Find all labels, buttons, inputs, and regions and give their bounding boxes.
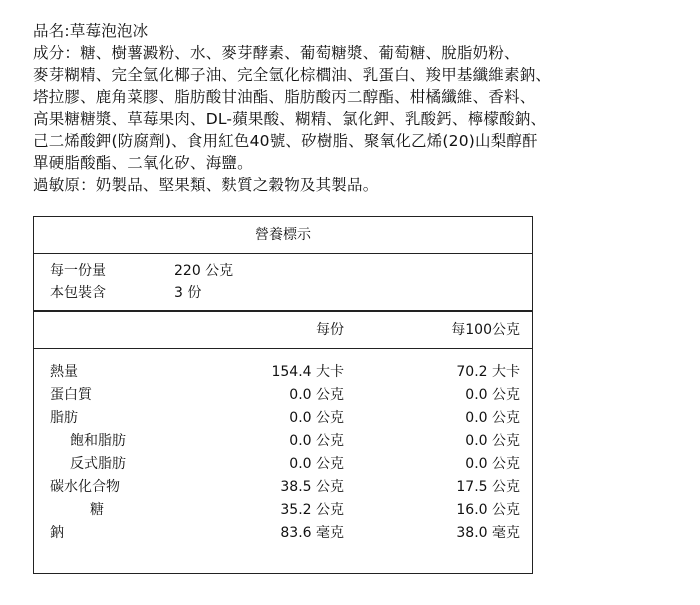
nutrient-row — [34, 499, 532, 522]
servings-per-package-label: 本包裝含 — [50, 285, 106, 301]
serving-size-label: 每一份量 — [50, 263, 106, 279]
nutrition-column-headers — [34, 312, 532, 348]
ingredients-line: 己二烯酸鉀(防腐劑)、食用紅色40號、矽樹脂、聚氧化乙烯(20)山梨醇酐 — [33, 132, 538, 150]
servings-per-package-value: 3 份 — [174, 285, 202, 301]
nutrient-name: 鈉 — [50, 525, 64, 541]
nutrient-row — [34, 453, 532, 476]
per-serving-header: 每份 — [316, 322, 344, 338]
label-document — [33, 20, 695, 196]
ingredients-line: 高果糖糖漿、草莓果肉、DL-蘋果酸、糊精、氯化鉀、乳酸鈣、檸檬酸鈉、 — [33, 110, 547, 128]
nutrient-per-serving: 154.4 大卡 — [271, 364, 344, 380]
ingredients-line: 塔拉膠、鹿角菜膠、脂肪酸甘油酯、脂肪酸丙二醇酯、柑橘纖維、香料、 — [33, 88, 536, 106]
nutrient-row — [34, 522, 532, 545]
serving-info — [34, 254, 532, 310]
nutrient-per-100g: 0.0 公克 — [465, 433, 520, 449]
nutrient-per-100g: 16.0 公克 — [456, 502, 520, 518]
nutrient-per-100g: 17.5 公克 — [456, 479, 520, 495]
nutrient-row — [34, 384, 532, 407]
nutrient-row — [34, 407, 532, 430]
nutrient-per-serving: 0.0 公克 — [289, 410, 344, 426]
ingredients-line: 單硬脂酸酯、二氧化矽、海鹽。 — [33, 154, 253, 172]
nutrient-per-100g: 70.2 大卡 — [456, 364, 520, 380]
nutrient-row — [34, 476, 532, 499]
ingredients-line: 麥芽糊精、完全氫化椰子油、完全氫化棕櫚油、乳蛋白、羧甲基纖維素鈉、 — [33, 66, 552, 84]
nutrient-per-serving: 35.2 公克 — [280, 502, 344, 518]
nutrient-per-serving: 38.5 公克 — [280, 479, 344, 495]
nutrient-name: 反式脂肪 — [70, 456, 126, 472]
allergen-statement: 過敏原：奶製品、堅果類、麩質之穀物及其製品。 — [33, 176, 379, 194]
nutrient-per-100g: 0.0 公克 — [465, 387, 520, 403]
nutrient-name: 糖 — [90, 502, 104, 518]
nutrient-per-100g: 0.0 公克 — [465, 456, 520, 472]
nutrient-per-serving: 0.0 公克 — [289, 387, 344, 403]
nutrient-per-serving: 0.0 公克 — [289, 456, 344, 472]
nutrient-per-serving: 0.0 公克 — [289, 433, 344, 449]
nutrition-title: 營養標示 — [255, 227, 311, 243]
serving-size-value: 220 公克 — [174, 263, 234, 279]
nutrient-per-100g: 0.0 公克 — [465, 410, 520, 426]
nutrient-per-serving: 83.6 毫克 — [280, 525, 344, 541]
nutrient-name: 脂肪 — [50, 410, 78, 426]
nutrient-row — [34, 430, 532, 453]
nutrient-row — [34, 361, 532, 384]
ingredients-line: 成分：糖、樹薯澱粉、水、麥芽酵素、葡萄糖漿、葡萄糖、脫脂奶粉、 — [33, 44, 520, 62]
nutrient-name: 飽和脂肪 — [70, 433, 126, 449]
nutrition-facts-panel — [33, 216, 533, 574]
nutrient-name: 熱量 — [50, 364, 78, 380]
nutrient-per-100g: 38.0 毫克 — [456, 525, 520, 541]
product-name: 品名:草莓泡泡冰 — [33, 22, 149, 40]
per-100g-header: 每100公克 — [451, 322, 520, 338]
nutrient-rows — [34, 349, 532, 545]
nutrient-name: 碳水化合物 — [50, 479, 120, 495]
nutrient-name: 蛋白質 — [50, 387, 92, 403]
